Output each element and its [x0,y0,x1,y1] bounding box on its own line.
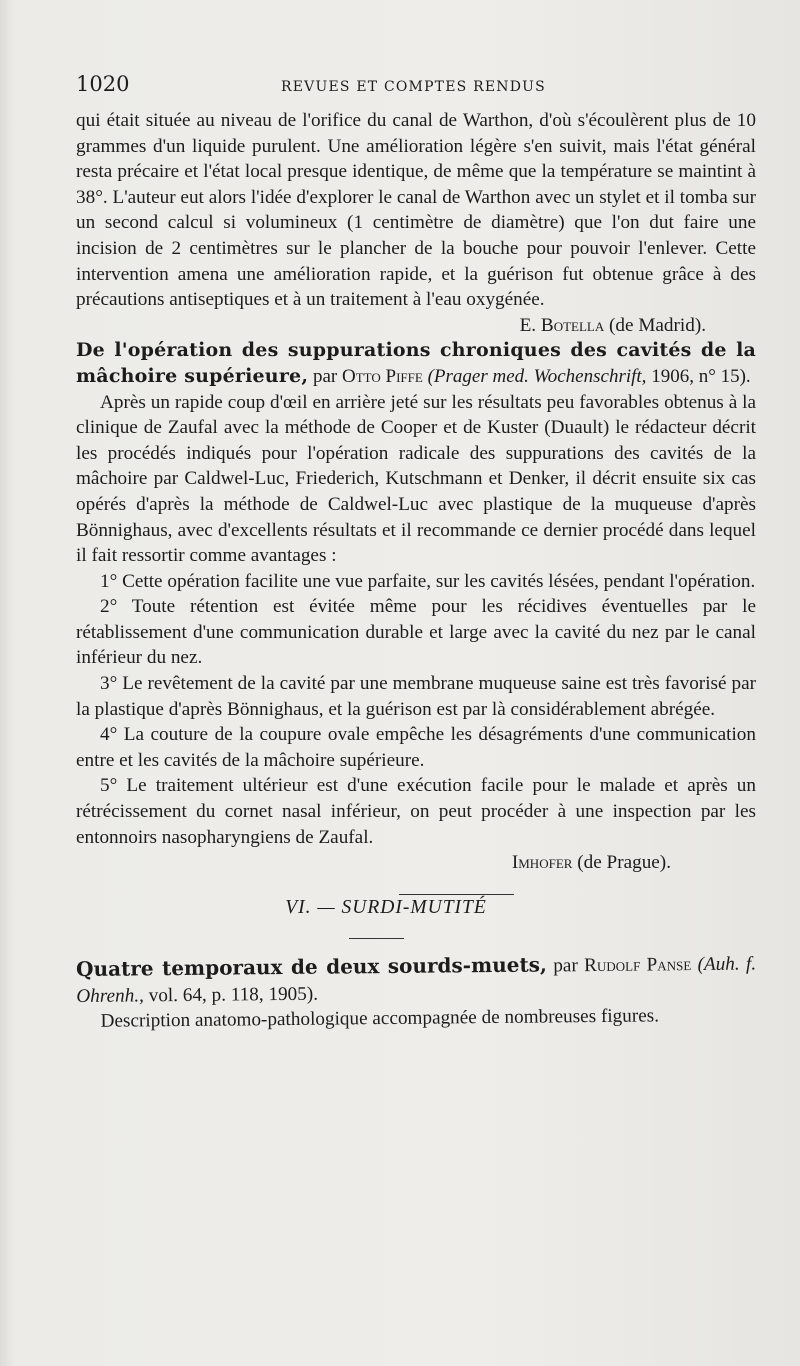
review2-intro: Après un rapide coup d'œil en arrière jeté sur les résultats peu favorables obtenus à la clinique de Zaufal avec la méthode de Cooper et de Kuster (Duault) le rédacteur décrit les procédés indiqués pour l'opération radicale des suppurations des cavités de la mâchoire par Caldwel-Luc, Friederich, Kutschmann et Denker, il décrit ensuite six cas opérés d'après la méthode de Caldwel-Luc avec plastique de la muqueuse d'après Bönnighaus, avec d'excellents résultats et il recommande ce dernier procédé dans lequel il fait ressortir comme avantages : [76,391,756,567]
review2-by: par [312,365,338,387]
review3-heading [76,951,756,1010]
review2-point-4: 4° La couture de la coupure ovale empêche les désagréments d'une communication entre et les cavités de la mâchoire supérieure. [76,724,756,771]
review2-citation-rest: 1906, n° 15). [651,365,751,387]
review3-by: par [553,955,578,977]
review2-signature [76,850,756,876]
section-rule [349,938,404,939]
section-heading: VI. — SURDI-MUTITÉ [285,896,487,918]
review2-title: De l'opération des suppurations chroniques des cavités de la mâchoire supérieure, [76,339,756,387]
review3-citation: (Auh. f. Ohrenh., [76,953,757,1007]
review3-author: Rudolf Panse [584,954,692,977]
review2-point-5: 5° Le traitement ultérieur est d'une exécution facile pour le malade et après un rétrécissement du cornet nasal inférieur, on peut procéder à une inspection par les entonnoirs nasopharyngiens de Zaufal. [76,775,756,848]
review2-point-2: 2° Toute rétention est évitée même pour les récidives éventuelles par le rétablissement d'une communication durable et large avec la cavité du nez par le canal inférieur du nez. [76,596,756,669]
review2-author: Otto Piffe [342,365,423,387]
review2-citation: (Prager med. Wochenschrift, [427,365,647,387]
review1-signature-name: Botella [540,314,605,336]
page-header [76,72,716,96]
review1-paragraph: qui était située au niveau de l'orifice du canal de Warthon, d'où s'écoulèrent plus de 10 grammes d'un liquide purulent. Une amélioration légère s'en suivit, mais l'état général resta précaire et l'état local presque identique, de même que la température se maintint à 38°. L'auteur eut alors l'idée d'explorer le canal de Warthon avec un stylet et il tomba sur un second calcul si volumineux (1 centimètre de diamètre) que l'on dut faire une incision de 2 centimètres sur le plancher de la bouche pour pouvoir l'enlever. Cette intervention amena une amélioration rapide, et la guérison fut obtenue grâce à des précautions antiseptiques et à un traitement à l'eau oxygénée. [76,110,756,311]
review1-signature-initial: E. [519,314,537,336]
review3-text: Description anatomo-pathologique accompagnée de nombreuses figures. [100,1006,660,1033]
review3-citation-rest: vol. 64, p. 118, 1905). [148,983,319,1007]
review3-title: Quatre temporaux de deux sourds-muets, [76,952,548,982]
review2-point-3: 3° Le revêtement de la cavité par une membrane muqueuse saine est très favorisé par la plastique d'après Bönnighaus, et la guérison est par là considérablement abrégée. [76,673,756,720]
page-number: 1020 [76,72,130,96]
review1-signature-place: (de Madrid). [609,314,706,336]
review3 [76,951,757,1035]
running-title: REVUES ET COMPTES RENDUS [281,79,546,95]
review2-heading [76,338,756,389]
review1-signature [76,313,756,339]
review2-point-1: 1° Cette opération facilite une vue parfaite, sur les cavités lésées, pendant l'opération. [100,570,756,592]
page-body [76,108,756,1035]
review2-signature-name: Imhofer [511,852,573,874]
review2-signature-place: (de Prague). [577,852,671,874]
